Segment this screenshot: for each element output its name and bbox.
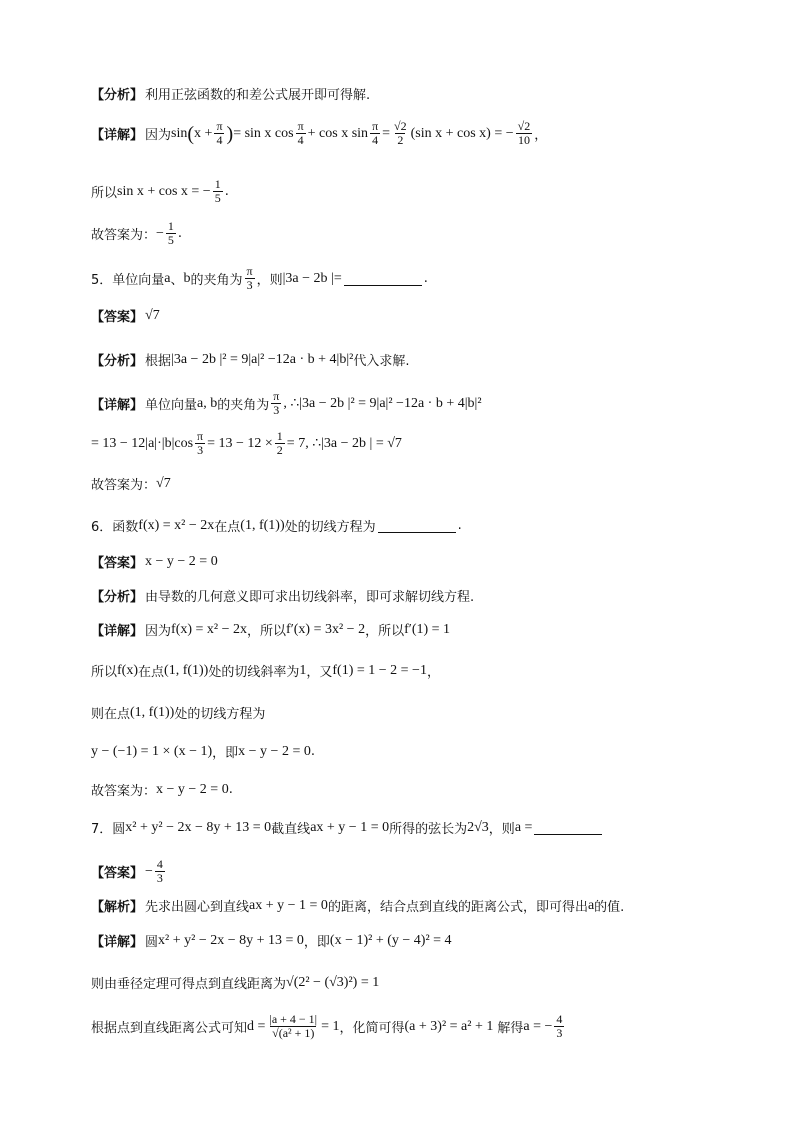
answer-blank — [344, 271, 422, 286]
analysis-5 — [91, 350, 734, 369]
final-answer: a = − $\frac{4}{3}$ — [523, 1012, 563, 1041]
detail-7a — [91, 931, 734, 950]
answer-tag: 【答案】 — [91, 556, 144, 571]
question-text-2: 截直线 — [271, 822, 311, 837]
detail-6a — [91, 620, 734, 639]
analysis-text: 先求出圆心到直线 — [145, 900, 250, 915]
question-number: 5． — [91, 273, 113, 289]
point: (1, f(1)) — [130, 704, 175, 720]
analysis-text-3: 的值. — [594, 900, 625, 915]
detail-6c — [91, 703, 734, 722]
analysis-text: 根据 — [145, 354, 172, 369]
sin-label: sin — [171, 125, 188, 141]
text-2: 在点 — [138, 665, 165, 680]
fraction-pi-4-b: $\frac{\pi}{4}$ — [297, 119, 304, 148]
analysis-tag: 【分析】 — [91, 88, 144, 103]
fraction-pi-3: $\frac{\pi}{3}$ — [273, 389, 280, 418]
detail-text: 根据点到直线距离公式可知 — [91, 1021, 248, 1037]
a-equals: a = — [514, 819, 533, 835]
question-text: 函数 — [112, 520, 139, 535]
detail-formula: sin ( x + $\frac{\pi}{4}$ ) = sin x cos $\frac{\pi}{4}$ + cos x sin $\frac{\pi}{4}$ = $\frac{√2}{2}$ (sin x + cos x) = − $\frac{√2}{10}$ — [171, 119, 531, 148]
question-text-2: 的夹角为 — [190, 273, 243, 289]
question-text: 单位向量 — [112, 273, 165, 289]
formula-2: (1, f(1)) — [164, 662, 209, 678]
therefore-formula: sin x + cos x = − $\frac{1}{5}$ — [117, 177, 221, 206]
question-text-2: 在点 — [214, 520, 241, 535]
line-equation: ax + y − 1 = 0 — [310, 819, 390, 835]
detail-tag: 【详解】 — [91, 624, 144, 639]
period: . — [224, 184, 229, 200]
vector-magnitude: |3a − 2b |= — [282, 270, 342, 286]
analysis-tag: 【分析】 — [91, 354, 144, 369]
analysis-text-2: 的距离，结合点到直线的距离公式，即可得出 — [327, 900, 588, 915]
detail-text-2: ，即 — [303, 935, 330, 950]
question-5 — [91, 265, 734, 292]
question-text-4: ，则 — [488, 822, 515, 837]
answer-summary-text: 故答案为： — [91, 784, 157, 799]
formula-1: f(x) = x² − 2x — [171, 621, 248, 637]
question-text-3: ，则 — [256, 273, 283, 289]
answer-summary-formula: − $\frac{1}{5}$ — [156, 219, 174, 248]
answer-value: √7 — [145, 307, 160, 323]
formula-2: x − y − 2 = 0 — [238, 743, 311, 759]
detail-tag: 【详解】 — [91, 398, 144, 414]
text-1: ，即 — [212, 746, 239, 761]
period: . — [423, 271, 428, 287]
therefore-line-4 — [91, 178, 734, 205]
formula-1: x² + y² − 2x − 8y + 13 = 0 — [158, 932, 304, 948]
period: . — [177, 226, 183, 242]
therefore-text: 所以 — [91, 186, 118, 202]
period: . — [228, 782, 233, 797]
fraction-sqrt2-2: $\frac{√2}{2}$ — [394, 119, 407, 148]
detail-5b — [91, 430, 734, 457]
x-plus: x + — [194, 125, 213, 141]
answer-value: x − y − 2 = 0 — [145, 553, 218, 569]
analysis-tag: 【解析】 — [91, 900, 144, 915]
question-text-3: 所得的弦长为 — [389, 822, 468, 837]
period: . — [457, 518, 462, 533]
question-6 — [91, 516, 734, 535]
comma: ， — [534, 128, 548, 144]
answer-summary-4 — [91, 220, 734, 247]
detail-text-2: ，化简可得 — [339, 1021, 405, 1037]
text-4: ，又 — [306, 665, 333, 680]
cos-sin-part: + cos x sin — [307, 125, 369, 141]
analysis-6 — [91, 586, 734, 605]
detail-text-3: ，所以 — [365, 624, 405, 639]
analysis-line-4 — [91, 84, 734, 103]
detail-6d — [91, 742, 734, 761]
formula-4: f(1) = 1 − 2 = −1 — [332, 662, 427, 678]
analysis-7 — [91, 896, 734, 915]
vectors-ab: a, b — [197, 395, 218, 411]
detail-text: 因为 — [145, 128, 172, 144]
text-1: 则在点 — [91, 707, 131, 722]
detail-text: 圆 — [145, 935, 159, 950]
sin-cos-part: = sin x cos — [233, 125, 294, 141]
vector-b: b — [183, 270, 191, 286]
detail-text-2: ，所以 — [247, 624, 287, 639]
answer-value: − $\frac{4}{3}$ — [145, 857, 163, 886]
answer-summary-value: √7 — [156, 475, 171, 491]
detail-text-3: 解得 — [497, 1021, 524, 1037]
formula-1: f(x) — [117, 662, 139, 678]
distance-fraction: d = $\frac{|a + 4 - 1|}{\text{√(a² + 1)}}$ = 1 — [247, 1012, 340, 1041]
answer-5 — [91, 306, 734, 325]
separator: 、 — [170, 273, 184, 289]
analysis-text: 由导数的几何意义即可求出切线斜率，即可求解切线方程. — [145, 590, 475, 605]
simplified-equation: (a + 3)² = a² + 1 — [404, 1018, 494, 1034]
circle-equation: x² + y² − 2x − 8y + 13 = 0 — [125, 819, 272, 835]
answer-blank — [378, 518, 456, 533]
analysis-text: 利用正弦函数的和差公式展开即可得解. — [145, 88, 371, 103]
answer-summary-6 — [91, 780, 734, 799]
answer-6 — [91, 552, 734, 571]
question-7 — [91, 818, 734, 837]
point: (1, f(1)) — [240, 517, 285, 533]
answer-summary-text: 故答案为： — [91, 228, 157, 244]
period: . — [310, 744, 315, 759]
question-number: 7． — [91, 822, 113, 837]
detail-6b — [91, 661, 734, 680]
fraction-pi-4: $\frac{\pi}{4}$ — [216, 119, 223, 148]
analysis-text-2: 代入求解. — [353, 354, 410, 369]
answer-summary-5 — [91, 474, 734, 493]
distance-formula: √(2² − (√3)²) = 1 — [286, 974, 380, 990]
vector-a: a — [164, 270, 171, 286]
question-text: 圆 — [112, 822, 126, 837]
formula-3: 1 — [299, 662, 307, 678]
fraction-pi-3: $\frac{\pi}{3}$ — [246, 264, 253, 293]
line-equation: ax + y − 1 = 0 — [249, 897, 328, 913]
answer-summary-value: x − y − 2 = 0 — [156, 781, 229, 797]
detail-7c — [91, 1013, 734, 1040]
answer-blank — [534, 820, 602, 835]
text-2: 处的切线方程为 — [174, 707, 266, 722]
detail-text: 因为 — [145, 624, 172, 639]
answer-tag: 【答案】 — [91, 310, 144, 325]
detail-7b — [91, 973, 734, 992]
function-def: f(x) = x² − 2x — [138, 517, 215, 533]
formula-3: f′(1) = 1 — [404, 621, 451, 637]
chord-length: 2√3 — [467, 819, 489, 835]
variable-a: a — [587, 897, 595, 913]
fraction-pi-4-c: $\frac{\pi}{4}$ — [372, 119, 379, 148]
detail-tag: 【详解】 — [91, 935, 144, 950]
text-3: 处的切线斜率为 — [208, 665, 300, 680]
detail-formula: , ∴|3a − 2b |² = 9|a|² −12a · b + 4|b|² — [283, 396, 482, 412]
analysis-formula: |3a − 2b |² = 9|a|² −12a · b + 4|b|² — [171, 351, 354, 367]
formula-2: (x − 1)² + (y − 4)² = 4 — [329, 932, 452, 948]
detail-line-4 — [91, 120, 734, 147]
answer-tag: 【答案】 — [91, 866, 144, 882]
equals: = — [382, 125, 391, 141]
detail-text-2: 的夹角为 — [217, 398, 270, 414]
sum-expression: (sin x + cos x) = − — [410, 125, 514, 141]
detail-text: 单位向量 — [145, 398, 198, 414]
analysis-tag: 【分析】 — [91, 590, 144, 605]
formula-2: f′(x) = 3x² − 2 — [286, 621, 366, 637]
detail-formula-2: = 13 − 12|a|·|b|cos $\frac{\pi}{3}$ = 13 − 12 × $\frac{1}{2}$ = 7, ∴|3a − 2b | = √7 — [91, 429, 402, 458]
answer-7 — [91, 858, 734, 885]
detail-5a — [91, 390, 734, 417]
formula-1: y − (−1) = 1 × (x − 1) — [91, 743, 213, 759]
text-1: 所以 — [91, 665, 118, 680]
question-text-3: 处的切线方程为 — [284, 520, 376, 535]
question-number: 6． — [91, 520, 113, 535]
answer-summary-text: 故答案为： — [91, 478, 157, 493]
fraction-sqrt2-10: $\frac{√2}{10}$ — [517, 119, 531, 148]
detail-text: 则由垂径定理可得点到直线距离为 — [91, 977, 287, 992]
detail-tag: 【详解】 — [91, 128, 144, 144]
comma: ， — [426, 665, 440, 680]
